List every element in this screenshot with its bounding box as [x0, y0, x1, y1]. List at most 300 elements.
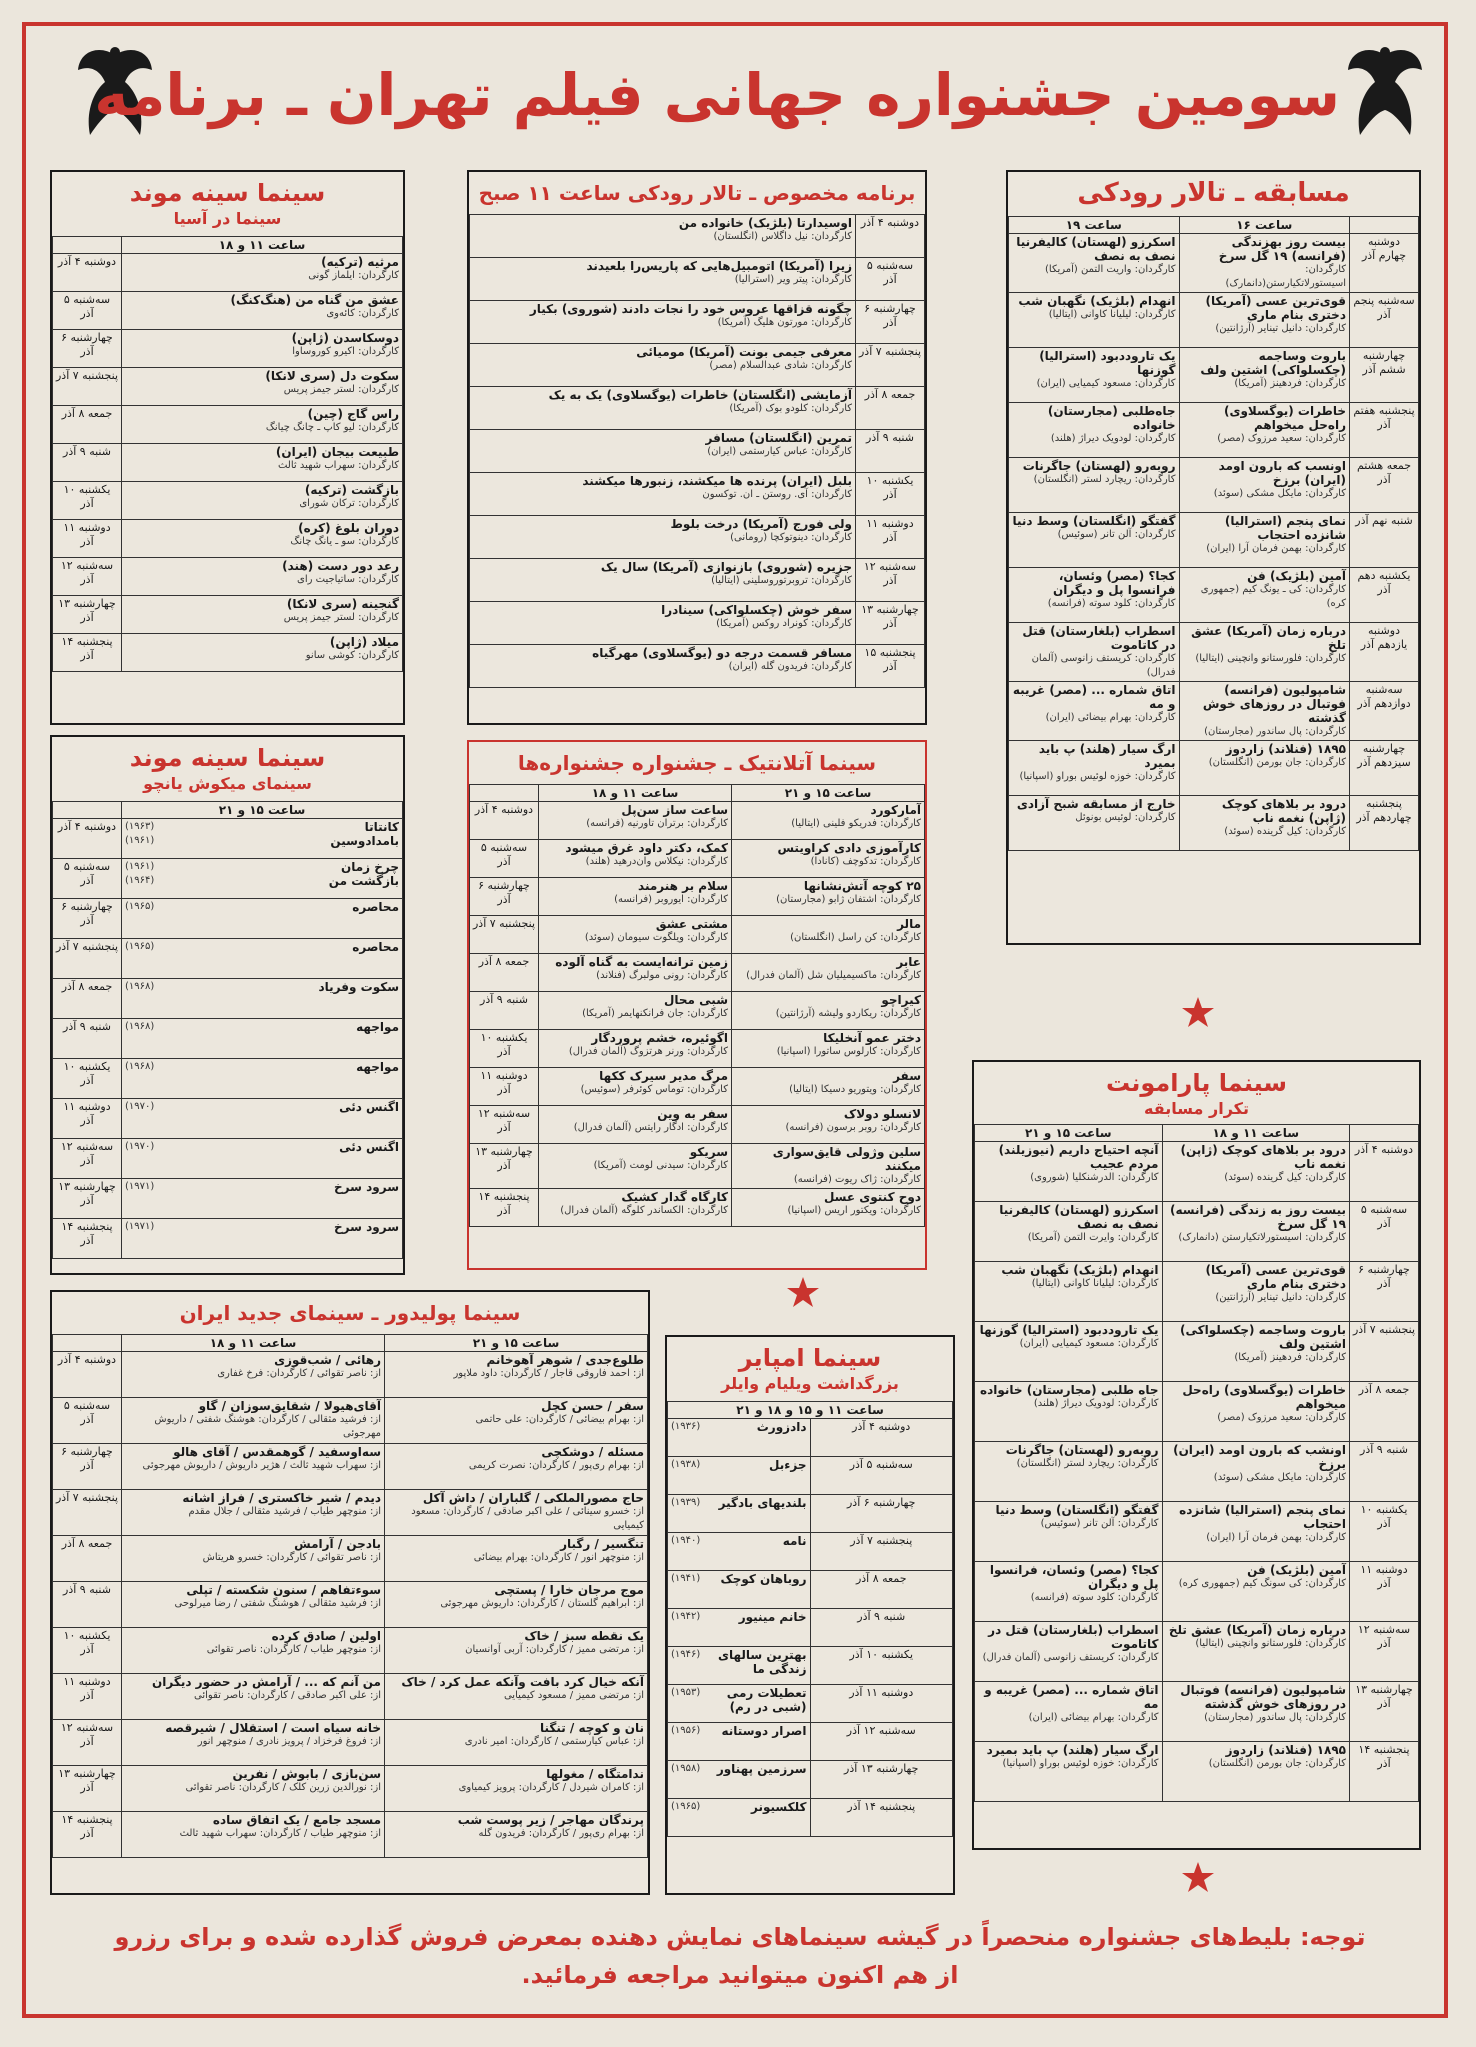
table-row: [668, 1571, 953, 1609]
film-director: کارگردان: آی. روستن ـ ان. توکسون: [702, 489, 852, 500]
film-director: کارگردان: نیکلاس وان‌درهید (هلند): [585, 856, 728, 867]
film-director: کارگردان: لودویک دیراژ (هلند): [1033, 1398, 1159, 1409]
film-title: اگنس دئی: [339, 1140, 399, 1154]
film-cell: [122, 596, 403, 634]
table-row: [470, 1030, 925, 1068]
film-director: کارگردان: لستر جیمز پریس: [283, 384, 399, 395]
film-title: آنچه احتیاج داریم (نیوزیلند) مردم عجیب: [998, 1143, 1159, 1171]
film-cell: [732, 916, 925, 954]
table-row: [975, 1502, 1419, 1562]
film-title: کارگاه گدار کشیک: [621, 1190, 728, 1204]
panel-subtitle: تکرار مسابقه: [1144, 1099, 1249, 1118]
film-title: مسجد جامع / یک اتفاق ساده: [212, 1813, 381, 1827]
film-director: از: فرشید مثقالی / هوشنگ شفتی / رضا میرلوحی: [174, 1598, 381, 1609]
film-title: ۱۸۹۵ (فنلاند) زاردوز: [1225, 1743, 1346, 1757]
film-cell: [539, 840, 732, 878]
film-line: [125, 1180, 399, 1194]
table-row: [53, 254, 403, 292]
day-cell: چهارشنبه سیزدهم آذر: [1350, 741, 1419, 796]
cinemonde-asia-panel: [50, 170, 405, 725]
film-director: از: ناصر تقوائی / کارگردان: خسرو هریتاش: [202, 1552, 381, 1563]
film-cell: [1009, 348, 1180, 403]
film-title: آزمایشی (انگلستان) خاطرات (یوگسلاوی) یک به یک: [548, 388, 852, 402]
film-title: شامپولیون (فرانسه) فوتبال در روزهای خوش گذشته: [1202, 683, 1346, 725]
table-row: [470, 473, 925, 516]
table-row: [975, 1202, 1419, 1262]
film-cell: [122, 1582, 385, 1628]
film-title: سفر خوش (چکسلواکی) سینادرا: [661, 603, 852, 617]
film-director: کارگردان: بهمن فرمان آرا (ایران): [1206, 1532, 1346, 1543]
film-director: کارگردان: الکساندر کلوگه (آلمان فدرال): [560, 1205, 728, 1216]
table-row: [53, 406, 403, 444]
film-title: گفتگو (انگلستان) وسط دنیا: [1012, 514, 1176, 528]
film-cell: [122, 254, 403, 292]
film-title: کلکسیونر: [751, 1800, 807, 1814]
day-cell: سه‌شنبه پنجم آذر: [1350, 293, 1419, 348]
film-title: اتاق شماره ... (مصر) غریبه و مه: [1012, 683, 1176, 711]
film-line: [671, 1610, 807, 1624]
day-cell: چهارشنبه ۶ آذر: [53, 1444, 122, 1490]
day-cell: دوشنبه ۴ آذر: [856, 215, 925, 258]
time-header: ساعت ۱۵ و ۲۱: [732, 785, 925, 802]
table-row: [53, 368, 403, 406]
film-director: از: بهرام بیضائی / کارگردان: علی حاتمی: [475, 1414, 644, 1425]
panel-title: سینما آتلانتیک ـ جشنواره جشنواره‌ها: [517, 751, 877, 775]
film-cell: [470, 301, 856, 344]
day-cell: شنبه ۹ آذر: [810, 1609, 953, 1647]
film-cell: [1179, 623, 1350, 682]
film-cell: [122, 368, 403, 406]
film-cell: [122, 292, 403, 330]
film-cell: [122, 1398, 385, 1444]
film-year: (۱۹۳۸): [671, 1459, 701, 1470]
table-row: [53, 1674, 648, 1720]
film-director: کارگردان: مایکل مشکی (سوئد): [1213, 1472, 1346, 1483]
film-cell: [1179, 513, 1350, 568]
film-director: کارگردان: ژاک ریوت (فرانسه): [793, 1174, 921, 1185]
table-row: [470, 1189, 925, 1227]
film-cell: [122, 330, 403, 368]
film-cell: [539, 1144, 732, 1189]
film-line: [671, 1572, 807, 1586]
film-cell: [975, 1682, 1163, 1742]
film-title: تعطیلات رمی (شبی در رم): [726, 1686, 807, 1714]
table-row: [975, 1322, 1419, 1382]
film-director: کارگردان: پیتر ویر (استرالیا): [734, 274, 852, 285]
film-title: اگوئیره، خشم پروردگار: [591, 1031, 728, 1045]
film-cell: [1162, 1382, 1350, 1442]
film-cell: [470, 344, 856, 387]
table-row: [53, 1099, 403, 1139]
film-title: سفر به وین: [657, 1107, 728, 1121]
film-title: اصرار دوستانه: [721, 1724, 807, 1738]
time-header: ساعت ۱۱ و ۱۵ و ۱۸ و ۲۱: [668, 1402, 953, 1419]
film-title: درباره زمان (آمریکا) عشق تلخ: [1168, 1623, 1346, 1637]
panel-title: سینما پارامونت: [1105, 1069, 1288, 1097]
day-cell: چهارشنبه ۱۳ آذر: [53, 596, 122, 634]
day-cell: یکشنبه ۱۰ آذر: [470, 1030, 539, 1068]
film-title: ندامتگاه / مغولها: [546, 1767, 644, 1781]
polidor-panel: [50, 1290, 650, 1895]
film-title: سن‌بازی / بابوش / نفرین: [232, 1767, 381, 1781]
film-director: کارگردان: ویکتور اریس (اسپانیا): [787, 1205, 921, 1216]
day-cell: جمعه ۸ آذر: [810, 1571, 953, 1609]
film-cell: [668, 1533, 811, 1571]
film-title: نمای پنجم (استرالیا) شانزده احتجاب: [1179, 1503, 1346, 1531]
film-title: رهائی / شب‌قوزی: [274, 1353, 381, 1367]
table-row: [668, 1419, 953, 1457]
film-title: دوران بلوغ (کره): [298, 521, 399, 535]
film-year: (۱۹۶۳): [125, 821, 155, 832]
film-cell: [1162, 1562, 1350, 1622]
table-row: [1009, 293, 1419, 348]
film-title: قوی‌ترین عسی (آمریکا) دختری بنام ماری: [1205, 1263, 1346, 1291]
film-cell: [539, 916, 732, 954]
table-row: [668, 1799, 953, 1837]
film-title: سکوت وفریاد: [318, 980, 399, 994]
day-cell: چهارشنبه ۶ آذر: [1350, 1262, 1419, 1322]
film-title: سرود سرخ: [334, 1220, 399, 1234]
film-director: کارگردان: کن راسل (انگلستان): [790, 932, 921, 943]
table-row: [470, 916, 925, 954]
film-cell: [1162, 1742, 1350, 1802]
table-row: [470, 215, 925, 258]
film-cell: [385, 1720, 648, 1766]
day-cell: چهارشنبه ۱۳ آذر: [810, 1761, 953, 1799]
film-cell: [122, 859, 403, 899]
film-cell: [122, 1766, 385, 1812]
film-director: کارگردان: ترکان شورای: [299, 498, 399, 509]
day-cell: دوشنبه ۱۱ آذر: [470, 1068, 539, 1106]
film-director: کارگردان: سهراب شهید ثالث: [277, 460, 399, 471]
film-title: سوءتفاهم / سنون شکسته / تپلی: [186, 1583, 381, 1597]
film-cell: [539, 802, 732, 840]
film-title: عشق من گناه من (هنگ‌کنگ): [230, 293, 399, 307]
day-cell: دوشنبه ۴ آذر: [53, 254, 122, 292]
film-director: کارگردان: خوزه لوئیس بوراو (اسپانیا): [1002, 1758, 1159, 1769]
panel-title: سینما سینه موند: [129, 179, 326, 207]
film-title: کجا؟ (مصر) وئسان، فرانسوا پل و دیگران: [989, 1563, 1159, 1591]
film-title: درود بر بلاهای کوچک (ژاپن) نغمه ناب: [1180, 1143, 1346, 1171]
film-director: کارگردان: کلود سوته (فرانسه): [1030, 1592, 1159, 1603]
day-cell: جمعه ۸ آذر: [1350, 1382, 1419, 1442]
table-row: [53, 1766, 648, 1812]
day-cell: دوشنبه یازدهم آذر: [1350, 623, 1419, 682]
film-title: یک تاروددبود (استرالیا) گوزنها: [979, 1323, 1159, 1337]
atlantic-panel: [467, 740, 927, 1270]
film-cell: [122, 1812, 385, 1858]
film-cell: [732, 878, 925, 916]
panel-title: مسابقه ـ تالار رودکی: [1077, 178, 1350, 208]
empire-panel: [665, 1335, 955, 1895]
film-title: آمارکورد: [870, 803, 921, 817]
film-title: کانتاتا: [364, 820, 399, 834]
film-title: نمای پنجم (استرالیا) شانزده احتجاب: [1224, 514, 1346, 542]
film-line: [125, 980, 399, 994]
film-cell: [122, 819, 403, 859]
film-cell: [539, 954, 732, 992]
film-director: کارگردان: بهمن فرمان آرا (ایران): [1206, 543, 1346, 554]
film-director: کارگردان: ایلماز گونی: [308, 270, 399, 281]
film-title: گفتگو (انگلستان) وسط دنیا: [995, 1503, 1159, 1517]
day-cell: پنجشنبه ۷ آذر: [53, 939, 122, 979]
film-cell: [1179, 682, 1350, 741]
film-cell: [668, 1685, 811, 1723]
film-title: اولین / صادق کرده: [271, 1629, 381, 1643]
table-row: [975, 1142, 1419, 1202]
film-cell: [122, 520, 403, 558]
time-header: ساعت ۱۱ و ۱۸: [539, 785, 732, 802]
film-cell: [1179, 234, 1350, 293]
film-title: انهدام (بلژیک) نگهبان شب: [1001, 1263, 1159, 1277]
film-cell: [1009, 796, 1180, 851]
film-cell: [122, 1219, 403, 1259]
film-director: کارگردان: اسیستورلاتکیارستن (دانمارک): [1178, 1232, 1346, 1243]
day-cell: پنجشنبه ۷ آذر: [810, 1533, 953, 1571]
special-program-panel: [467, 170, 927, 725]
time-header: ساعت ۱۱ و ۱۸: [122, 237, 403, 254]
table-row: [470, 1068, 925, 1106]
film-title: مالر: [897, 917, 921, 931]
film-title: رعد دور دست (هند): [282, 559, 399, 573]
table-row: [53, 1628, 648, 1674]
film-director: کارگردان: عباس کیارستمی (ایران): [707, 446, 852, 457]
film-cell: [122, 1490, 385, 1536]
film-director: کارگردان: آلن تانر (سوئیس): [1057, 529, 1176, 540]
film-title: جزیره (شوروی) بازنوازی (آمریکا) سال یک: [600, 560, 852, 574]
table-row: [1009, 513, 1419, 568]
film-cell: [1009, 513, 1180, 568]
schedule-table: [667, 1401, 953, 1837]
day-cell: سه‌شنبه ۵ آذر: [810, 1457, 953, 1495]
film-cell: [470, 516, 856, 559]
film-director: کارگردان: کلود سوته (فرانسه): [1047, 598, 1176, 609]
table-row: [1009, 682, 1419, 741]
winged-emblem-icon: [1340, 40, 1430, 150]
film-cell: [732, 1030, 925, 1068]
film-director: کارگردان: وایرت التمن (آمریکا): [1027, 1232, 1159, 1243]
film-director: کارگردان: فردهینز (آمریکا): [1234, 378, 1346, 389]
film-director: از: منوچهر طیاب / کارگردان: ناصر تقوائی: [206, 1644, 381, 1655]
film-director: از: خسرو سینائی / علی اکبر صادقی / کارگردان: مسعود کیمیایی: [411, 1506, 644, 1531]
film-title: جاه طلبی (مجارستان) خانواده: [980, 1383, 1159, 1397]
day-cell: چهارشنبه ۶ آذر: [856, 301, 925, 344]
table-row: [470, 645, 925, 688]
film-title: خانم مینیور: [738, 1610, 807, 1624]
film-cell: [975, 1262, 1163, 1322]
film-line: [671, 1458, 807, 1472]
film-director: از: بهرام ری‌پور / کارگردان: نصرت کریمی: [468, 1460, 644, 1471]
day-cell: چهارشنبه ۶ آذر: [53, 899, 122, 939]
film-cell: [668, 1799, 811, 1837]
film-cell: [470, 387, 856, 430]
film-title: اسکرزو (لهستان) کالیفرنیا نصف به نصف: [999, 1203, 1159, 1231]
film-director: از: ابراهیم گلستان / کارگردان: داریوش مهرجوئی: [440, 1598, 644, 1609]
day-cell: پنجشنبه ۱۴ آذر: [53, 1219, 122, 1259]
film-director: کارگردان: ویتوریو دسیکا (ایتالیا): [789, 1084, 921, 1095]
film-director: کارگردان: بهرام بیضائی (ایران): [1028, 1712, 1159, 1723]
day-cell: سه‌شنبه ۱۲ آذر: [53, 1139, 122, 1179]
day-cell: یکشنبه ۱۰ آذر: [53, 482, 122, 520]
table-row: [53, 1720, 648, 1766]
film-cell: [122, 1179, 403, 1219]
film-title: دوح کنتوی عسل: [823, 1190, 921, 1204]
table-row: [668, 1609, 953, 1647]
film-title: تمرین (انگلستان) مسافر: [705, 431, 852, 445]
film-director: کارگردان: کی ـ یونگ کیم (جمهوری کره): [1200, 584, 1346, 609]
table-row: [470, 559, 925, 602]
panel-title: سینما سینه موند: [129, 744, 326, 772]
day-cell: پنجشنبه ۷ آذر: [1350, 1322, 1419, 1382]
table-row: [53, 1490, 648, 1536]
film-title: زیرا (آمریکا) اتومبیل‌هایی که پاریس‌را بلعیدند: [586, 259, 852, 273]
panel-subtitle: سینمای میکوش یانچو: [143, 774, 312, 793]
film-cell: [539, 1189, 732, 1227]
film-director: کارگردان: شادی عبدالسلام (مصر): [709, 360, 852, 371]
day-cell: سه‌شنبه ۱۲ آذر: [53, 1720, 122, 1766]
table-row: [470, 878, 925, 916]
film-title: دوسکاسدن (ژاپن): [291, 331, 399, 345]
film-director: کارگردان: کریستف زانوسی (آلمان فدرال): [1031, 653, 1176, 678]
table-row: [470, 258, 925, 301]
film-cell: [122, 1139, 403, 1179]
film-line: [125, 900, 399, 914]
table-row: [53, 634, 403, 672]
day-cell: جمعه ۸ آذر: [53, 406, 122, 444]
film-director: کارگردان: ویلگوت سیومان (سوئد): [584, 932, 728, 943]
film-director: کارگردان: جان بورمن (انگلستان): [1208, 757, 1346, 768]
film-director: از: عباس کیارستمی / کارگردان: امیر نادری: [464, 1736, 644, 1747]
film-director: از: احمد فاروقی قاجار / کارگردان: داود ملاپور: [453, 1368, 644, 1379]
film-cell: [732, 954, 925, 992]
day-cell: شنبه ۹ آذر: [53, 1582, 122, 1628]
film-title: کجا؟ (مصر) وئسان، فرانسوا پل و دیگران: [1053, 569, 1176, 597]
film-title: چگونه قزاقها عروس خود را نجات دادند (شوروی) بکیار: [529, 302, 852, 316]
panel-title: سینما پولیدور ـ سینمای جدید ایران: [179, 1301, 521, 1325]
film-cell: [539, 1068, 732, 1106]
film-title: ارگ سیار (هلند) پ باید بمیرد: [1038, 742, 1176, 770]
film-cell: [732, 1068, 925, 1106]
film-title: خارج از مسابقه شبح آزادی: [1016, 797, 1176, 811]
film-title: بیست روز به زندگی (فرانسه) ۱۹ گل سرخ: [1170, 1203, 1346, 1231]
time-header: ساعت ۱۱ و ۱۸: [122, 1335, 385, 1352]
film-line: [671, 1686, 807, 1714]
day-header: [53, 802, 122, 819]
film-director: کارگردان: لیلیانا کاوانی (ایتالیا): [1048, 309, 1176, 320]
day-cell: چهارشنبه ۶ آذر: [470, 878, 539, 916]
film-director: کارگردان: فلورستانو وانچینی (ایتالیا): [1195, 653, 1346, 664]
film-cell: [975, 1562, 1163, 1622]
film-director: کارگردان: دانیل تینایر (آرژانتین): [1215, 323, 1346, 334]
table-row: [53, 1179, 403, 1219]
film-title: سه‌او‌سفید / گوهمقدس / آقای هالو: [173, 1445, 381, 1459]
film-director: کارگردان: مایکل مشکی (سوئد): [1213, 488, 1346, 499]
film-title: اسطراب (بلغارستان) قتل در کاتاموت: [988, 1623, 1159, 1651]
film-cell: [975, 1202, 1163, 1262]
film-cell: [1009, 682, 1180, 741]
table-row: [53, 859, 403, 899]
schedule-table: [52, 1334, 648, 1858]
film-cell: [975, 1442, 1163, 1502]
film-cell: [385, 1628, 648, 1674]
film-title: سرود سرخ: [334, 1180, 399, 1194]
film-year: (۱۹۶۵): [125, 941, 155, 952]
day-cell: سه‌شنبه دوازدهم آذر: [1350, 682, 1419, 741]
schedule-table: [52, 801, 403, 1259]
film-cell: [122, 1019, 403, 1059]
film-title: کارآموزی دادی کراویتس: [777, 841, 921, 855]
film-director: کارگردان: خوزه لوئیس بوراو (اسپانیا): [1019, 771, 1176, 782]
table-row: [53, 1812, 648, 1858]
day-cell: چهارشنبه ۱۳ آذر: [856, 602, 925, 645]
table-row: [668, 1457, 953, 1495]
day-cell: دوشنبه ۱۱ آذر: [856, 516, 925, 559]
cinemonde-jancso-panel: [50, 735, 405, 1275]
film-year: (۱۹۴۱): [671, 1573, 701, 1584]
film-director: از: فرشید مثقالی / کارگردان: هوشنگ شفتی / داریوش مهرجوئی: [154, 1414, 381, 1439]
film-director: کارگردان: لودویک دیراژ (هلند): [1050, 433, 1176, 444]
film-director: کارگردان: لوئیس بونوئل: [1075, 812, 1176, 823]
film-director: کارگردان: کلودو بوک (آمریکا): [729, 403, 852, 414]
schedule-table: [974, 1124, 1419, 1802]
film-director: کارگردان: کیل گرینده (سوئد): [1224, 826, 1346, 837]
day-cell: شنبه ۹ آذر: [53, 444, 122, 482]
table-row: [668, 1533, 953, 1571]
film-cell: [470, 559, 856, 602]
day-cell: جمعه ۸ آذر: [53, 979, 122, 1019]
table-row: [53, 979, 403, 1019]
film-director: کارگردان: برتران تاورنیه (فرانسه): [586, 818, 728, 829]
table-row: [470, 301, 925, 344]
film-cell: [385, 1352, 648, 1398]
film-title: حاج مصورالملکی / گلباران / داش آکل: [422, 1491, 644, 1505]
film-cell: [385, 1582, 648, 1628]
film-year: (۱۹۶۵): [125, 901, 155, 912]
day-cell: پنجشنبه ۱۴ آذر: [53, 1812, 122, 1858]
day-cell: جمعه ۸ آذر: [856, 387, 925, 430]
film-cell: [470, 258, 856, 301]
film-cell: [385, 1536, 648, 1582]
day-cell: سه‌شنبه ۱۲ آذر: [1350, 1622, 1419, 1682]
film-line: [671, 1496, 807, 1510]
film-title: سریکو: [689, 1145, 728, 1159]
film-title: بلبل (ایران) پرنده ها میکشند، زنبورها میکشند: [582, 474, 852, 488]
table-row: [975, 1742, 1419, 1802]
film-title: محاصره: [352, 900, 399, 914]
day-cell: چهارشنبه ۱۳ آذر: [1350, 1682, 1419, 1742]
film-line: [125, 1060, 399, 1074]
film-line: [671, 1648, 807, 1676]
film-title: اونسب که بارون اومد (ایران) برزخ: [1218, 459, 1346, 487]
film-cell: [668, 1495, 811, 1533]
film-title: مشتی عشق: [655, 917, 728, 931]
table-row: [53, 1352, 648, 1398]
film-director: کارگردان: فدریکو فلینی (ایتالیا): [791, 818, 921, 829]
table-row: [53, 520, 403, 558]
film-cell: [539, 1030, 732, 1068]
film-cell: [122, 1674, 385, 1720]
film-title: انهدام (بلژیک) نگهبان شب: [1018, 294, 1176, 308]
table-row: [53, 558, 403, 596]
time-header: ساعت ۱۱ و ۱۸: [1162, 1125, 1350, 1142]
film-year: (۱۹۵۳): [671, 1687, 701, 1698]
table-row: [470, 840, 925, 878]
table-row: [975, 1562, 1419, 1622]
panel-subtitle: سینما در آسیا: [173, 209, 282, 228]
film-cell: [1179, 796, 1350, 851]
film-line: [125, 874, 399, 888]
film-director: کارگردان: فلورستانو وانچینی (ایتالیا): [1195, 1638, 1346, 1649]
